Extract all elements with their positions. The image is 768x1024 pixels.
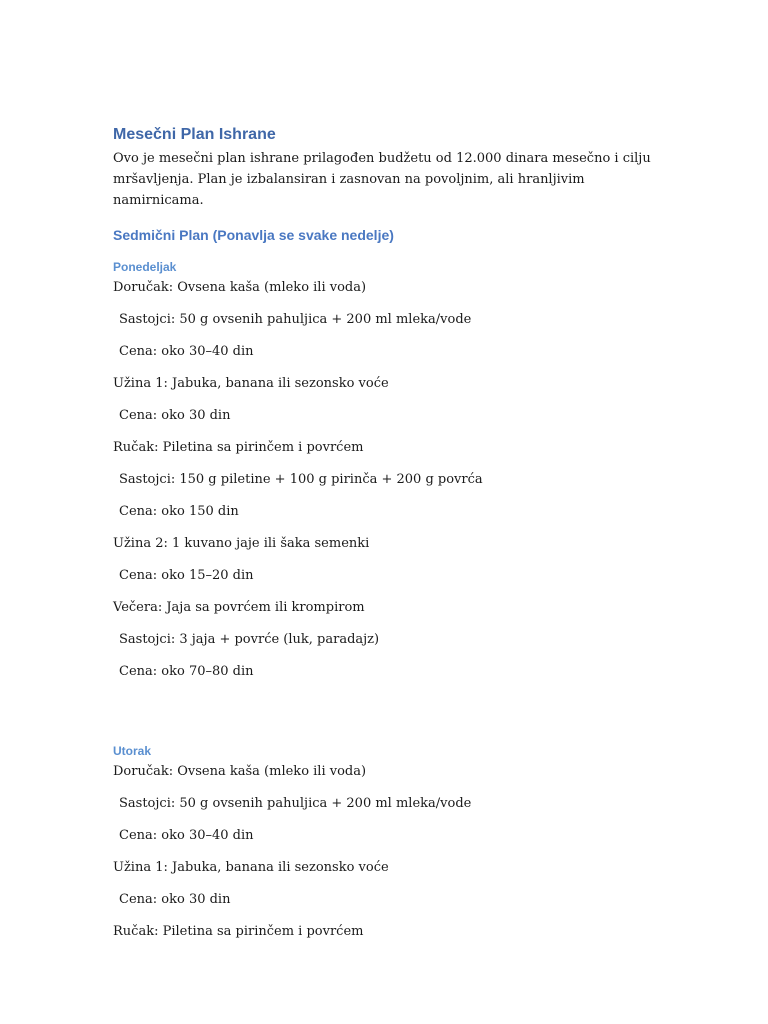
- meal-line: Doručak: Ovsena kaša (mleko ili voda): [113, 280, 367, 295]
- ingredients-line: Sastojci: 3 jaja + povrće (luk, paradajz): [119, 632, 380, 647]
- document-title: Mesečni Plan Ishrane: [113, 126, 276, 143]
- price-line: Cena: oko 30–40 din: [119, 344, 254, 359]
- meal-line: Ručak: Piletina sa pirinčem i povrćem: [113, 440, 364, 455]
- meal-line: Užina 2: 1 kuvano jaje ili šaka semenki: [113, 536, 370, 551]
- meal-line: Doručak: Ovsena kaša (mleko ili voda): [113, 764, 367, 779]
- intro-paragraph: [113, 148, 673, 211]
- intro-line: mršavljenja. Plan je izbalansiran i zasnovan na povoljnim, ali hranljivim namirnicama.: [113, 172, 585, 208]
- document-page: [113, 124, 673, 953]
- price-line: Cena: oko 30–40 din: [119, 828, 254, 843]
- price-line: Cena: oko 150 din: [119, 504, 239, 519]
- price-line: Cena: oko 30 din: [119, 408, 231, 423]
- intro-line: Ovo je mesečni plan ishrane prilagođen budžetu od 12.000 dinara mesečno i cilju: [113, 151, 651, 166]
- price-line: Cena: oko 70–80 din: [119, 664, 254, 679]
- weekly-plan-heading: Sedmični Plan (Ponavlja se svake nedelje): [113, 227, 394, 243]
- meal-line: Ručak: Piletina sa pirinčem i povrćem: [113, 924, 364, 939]
- meal-line: Užina 1: Jabuka, banana ili sezonsko voće: [113, 860, 389, 875]
- day-heading-monday: Ponedeljak: [113, 260, 177, 274]
- ingredients-line: Sastojci: 50 g ovsenih pahuljica + 200 ml mleka/vode: [119, 312, 472, 327]
- meal-line: Užina 1: Jabuka, banana ili sezonsko voće: [113, 376, 389, 391]
- meal-line: Večera: Jaja sa povrćem ili krompirom: [113, 600, 365, 615]
- day-heading-tuesday: Utorak: [113, 744, 152, 758]
- price-line: Cena: oko 15–20 din: [119, 568, 254, 583]
- ingredients-line: Sastojci: 50 g ovsenih pahuljica + 200 ml mleka/vode: [119, 796, 472, 811]
- ingredients-line: Sastojci: 150 g piletine + 100 g pirinča + 200 g povrća: [119, 472, 483, 487]
- price-line: Cena: oko 30 din: [119, 892, 231, 907]
